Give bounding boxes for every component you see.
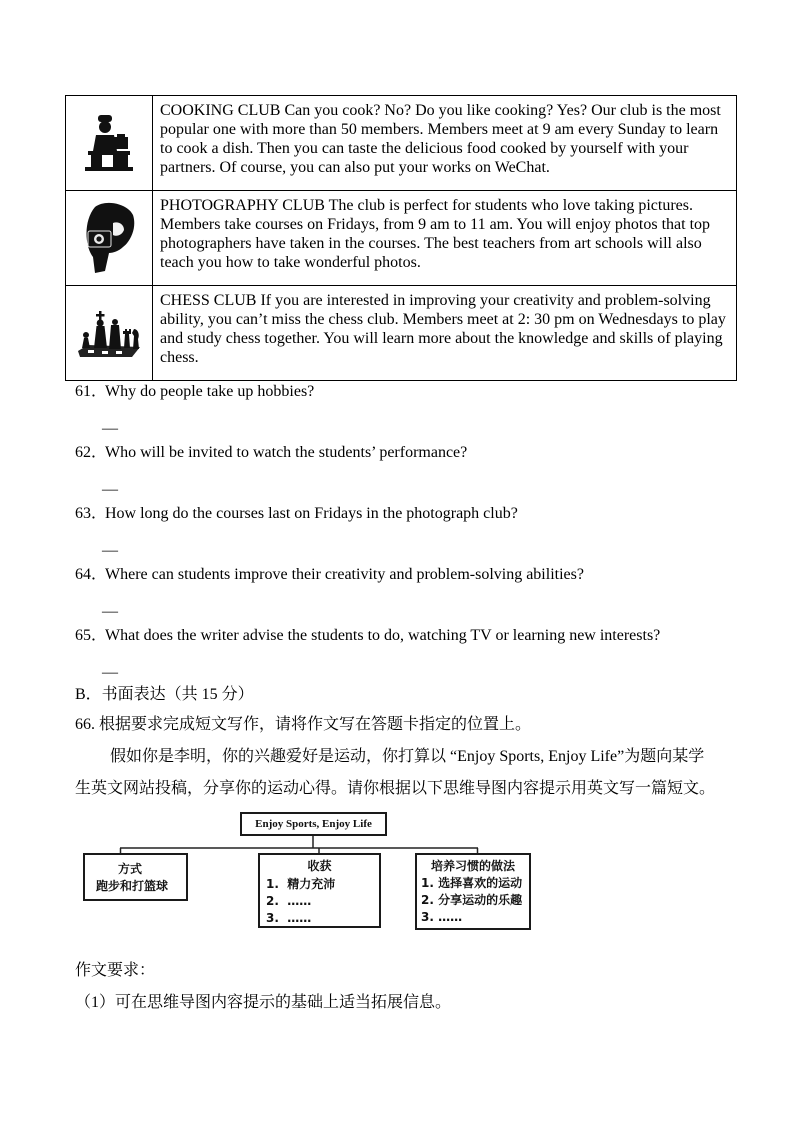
writing-instruction: 66. 根据要求完成短文写作，请将作文写在答题卡指定的位置上。 <box>75 716 532 733</box>
mind-map-box-heading: 培养习惯的做法 <box>430 859 515 873</box>
clubs-table <box>65 95 737 381</box>
answer-line: — <box>102 420 118 437</box>
question-62 <box>75 443 467 463</box>
chess-icon <box>78 309 140 357</box>
club-description-cell <box>153 96 737 191</box>
question-number: 62． <box>75 444 108 461</box>
question-number: 65． <box>75 627 108 644</box>
table-row <box>66 286 737 381</box>
mind-map-box-method <box>83 853 188 901</box>
club-icon-cell <box>66 191 153 286</box>
chess-club-description: CHESS CLUB If you are interested in improving your creativity and problem-solving ability, you can’t miss the chess club. Members meet at 2: 30 pm on Wednesdays to play and study chess together. You will learn more about the knowledge and skills of playing chess. <box>160 292 726 366</box>
mind-map-box-habits <box>415 853 531 930</box>
photography-club-description: PHOTOGRAPHY CLUB The club is perfect for students who love taking pictures. Members take courses on Fridays, from 9 am to 11 am. You will enjoy photos that top photographers have taken in the courses. The best teachers from art schools will also teach you how to take wonderful photos. <box>160 197 711 271</box>
question-61 <box>75 382 314 402</box>
answer-line: — <box>102 542 118 559</box>
table-row <box>66 191 737 286</box>
mind-map-box-gains <box>258 853 381 928</box>
question-63 <box>75 504 518 524</box>
club-icon-cell <box>66 96 153 191</box>
question-text: Why do people take up hobbies? <box>105 383 315 400</box>
mind-map-box-item: 2. 分享运动的乐趣 <box>421 893 523 907</box>
question-number: 64． <box>75 566 108 583</box>
question-text: Who will be invited to watch the students’ performance? <box>105 444 468 461</box>
club-description-cell <box>153 286 737 381</box>
mind-map-box-heading: 收获 <box>307 859 332 873</box>
mind-map-box-item: 1. 选择喜欢的运动 <box>421 876 523 890</box>
club-icon-cell <box>66 286 153 381</box>
section-b-heading: B．书面表达（共 15 分） <box>75 686 254 703</box>
mind-map-connectors <box>100 836 500 854</box>
question-64 <box>75 565 584 585</box>
requirements-heading: 作文要求： <box>75 962 156 979</box>
cooking-club-description: COOKING CLUB Can you cook? No? Do you like cooking? Yes? Our club is the most popular one with more than 50 members. Members meet at 9 am every Sunday to learn to cook a dish. Then you can taste the delicious food cooked by yourself with your partners. Of course, you can also put your works on WeChat. <box>160 102 721 176</box>
mind-map-box-item: 3. …… <box>266 911 312 925</box>
table-row <box>66 96 737 191</box>
answer-line: — <box>102 664 118 681</box>
answer-line: — <box>102 481 118 498</box>
mind-map-box-item: 1. 精力充沛 <box>266 877 336 891</box>
mind-map-title: Enjoy Sports, Enjoy Life <box>240 812 387 836</box>
requirement-item: （1）可在思维导图内容提示的基础上适当拓展信息。 <box>75 994 452 1011</box>
mind-map-box-heading: 方式 <box>118 862 143 876</box>
photography-icon <box>83 201 135 275</box>
club-description-cell <box>153 191 737 286</box>
question-number: 63． <box>75 505 108 522</box>
mind-map-box-item: 2. …… <box>266 894 312 908</box>
writing-prompt-line-2: 生英文网站投稿，分享你的运动心得。请你根据以下思维导图内容提示用英文写一篇短文。 <box>75 780 716 797</box>
question-text: What does the writer advise the students to do, watching TV or learning new interests? <box>105 627 661 644</box>
mind-map-box-item: 3. …… <box>421 910 463 924</box>
question-text: Where can students improve their creativity and problem-solving abilities? <box>105 566 584 583</box>
answer-line: — <box>102 603 118 620</box>
writing-prompt-line-1: 假如你是李明，你的兴趣爱好是运动，你打算以 “Enjoy Sports, Enjoy Life”为题向某学 <box>110 748 705 765</box>
mind-map-box-item: 跑步和打篮球 <box>96 879 169 893</box>
question-number: 61． <box>75 383 108 400</box>
question-65 <box>75 626 660 646</box>
cooking-icon <box>84 115 134 171</box>
question-text: How long do the courses last on Fridays in the photograph club? <box>105 505 518 522</box>
